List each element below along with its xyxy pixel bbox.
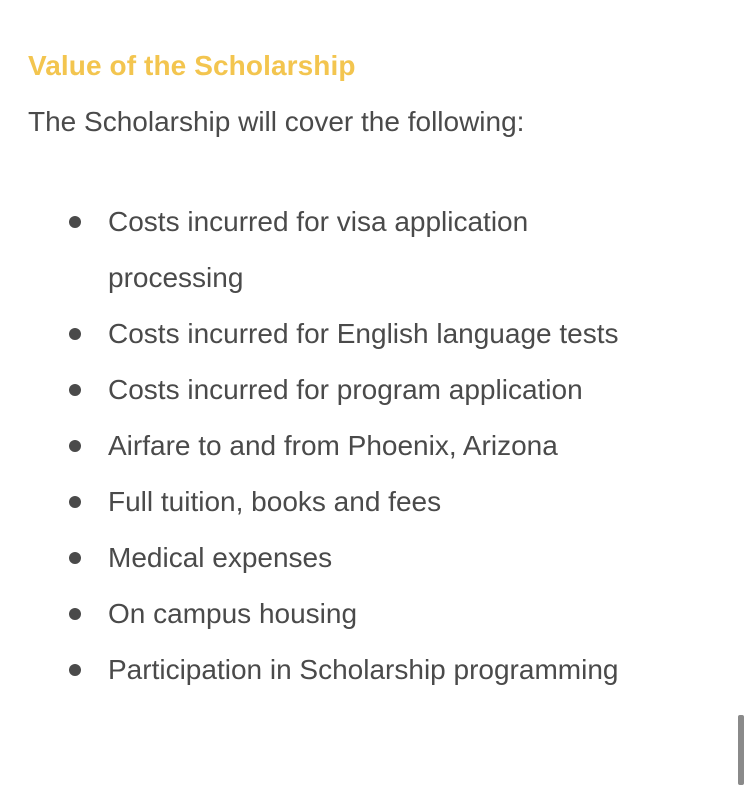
bullet-icon [69,216,81,228]
section-title: Value of the Scholarship [28,50,356,81]
list-item: Medical expenses [0,530,720,586]
intro-text: The Scholarship will cover the following: [28,106,525,137]
bullet-icon [69,328,81,340]
bullet-icon [69,608,81,620]
bullet-icon [69,440,81,452]
bullet-icon [69,552,81,564]
bullet-icon [69,496,81,508]
bullet-icon [69,384,81,396]
bullet-icon [69,664,81,676]
coverage-list [0,194,720,698]
list-item: Participation in Scholarship programming [0,642,720,698]
list-item: Costs incurred for visa application processing [0,194,608,306]
list-item: Costs incurred for program application [0,362,720,418]
list-item: Airfare to and from Phoenix, Arizona [0,418,720,474]
scrollbar[interactable] [738,715,744,785]
list-item: Costs incurred for English language tests [0,306,720,362]
list-item: Full tuition, books and fees [0,474,720,530]
list-item: On campus housing [0,586,720,642]
